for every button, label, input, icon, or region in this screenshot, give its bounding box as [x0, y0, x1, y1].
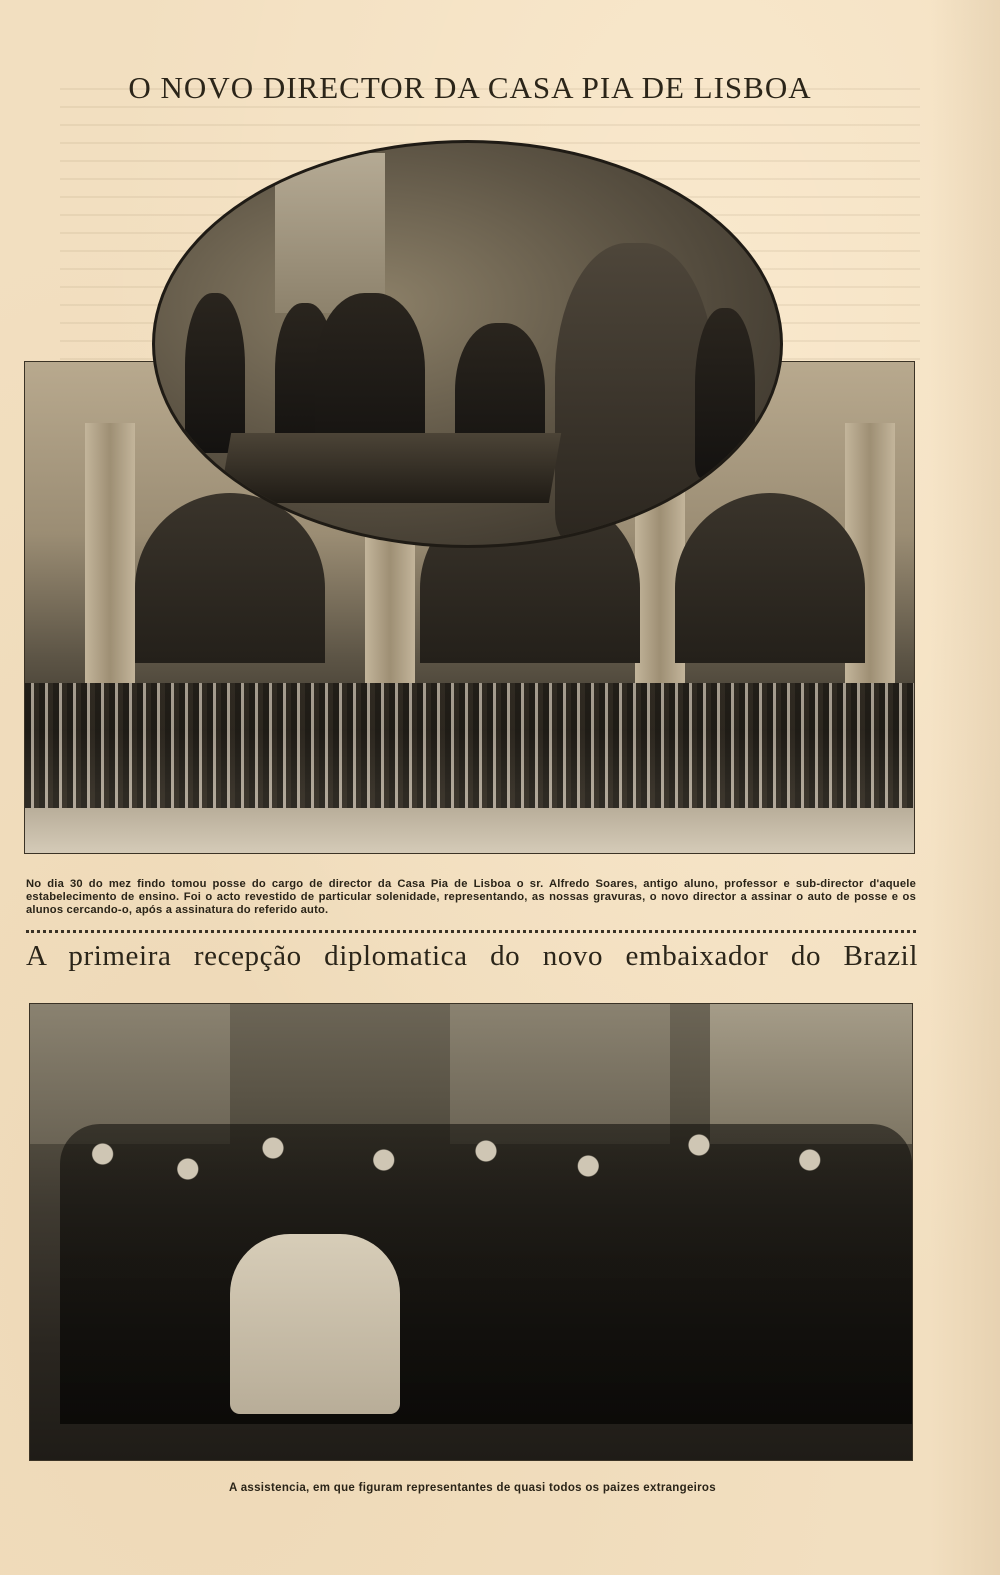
seated-lady-dress [230, 1234, 400, 1414]
wall-panel [30, 1004, 230, 1144]
cloister-arch [135, 493, 325, 663]
caption-assistencia: A assistencia, em que figuram representantes de quasi todos os paizes extrangeiros [229, 1482, 716, 1494]
background-window [275, 153, 385, 313]
guests-group [60, 1124, 912, 1424]
cloister-pillar [85, 423, 135, 683]
section-headline: A primeira recepção diplomatica do novo embaixador do Brazil [26, 940, 918, 972]
page-headline: O NOVO DIRECTOR DA CASA PIA DE LISBOA [128, 70, 812, 105]
reception-photo [29, 1003, 913, 1461]
courtyard-floor [25, 808, 914, 853]
wall-panel [710, 1004, 912, 1144]
page-edge-shading [930, 0, 1000, 1575]
signing-table [219, 433, 561, 503]
caption-posse: No dia 30 do mez findo tomou posse do cargo de director da Casa Pia de Lisboa o sr. Alfredo Soares, antigo aluno, professor e sub-director d'aquele estabelecimento de ensino. Foi o acto revestido de particular solenidade, representando, as nossas gravuras, o novo director a assinar o auto de posse e os alunos cercando-o, após a assinatura do referido auto. [26, 878, 916, 916]
figure-silhouette [695, 308, 755, 478]
figure-silhouette [185, 293, 245, 453]
dotted-divider [26, 930, 916, 933]
signing-oval-photo [152, 140, 783, 548]
figure-silhouette [555, 243, 715, 543]
wall-panel [450, 1004, 670, 1144]
students-crowd [25, 683, 914, 813]
